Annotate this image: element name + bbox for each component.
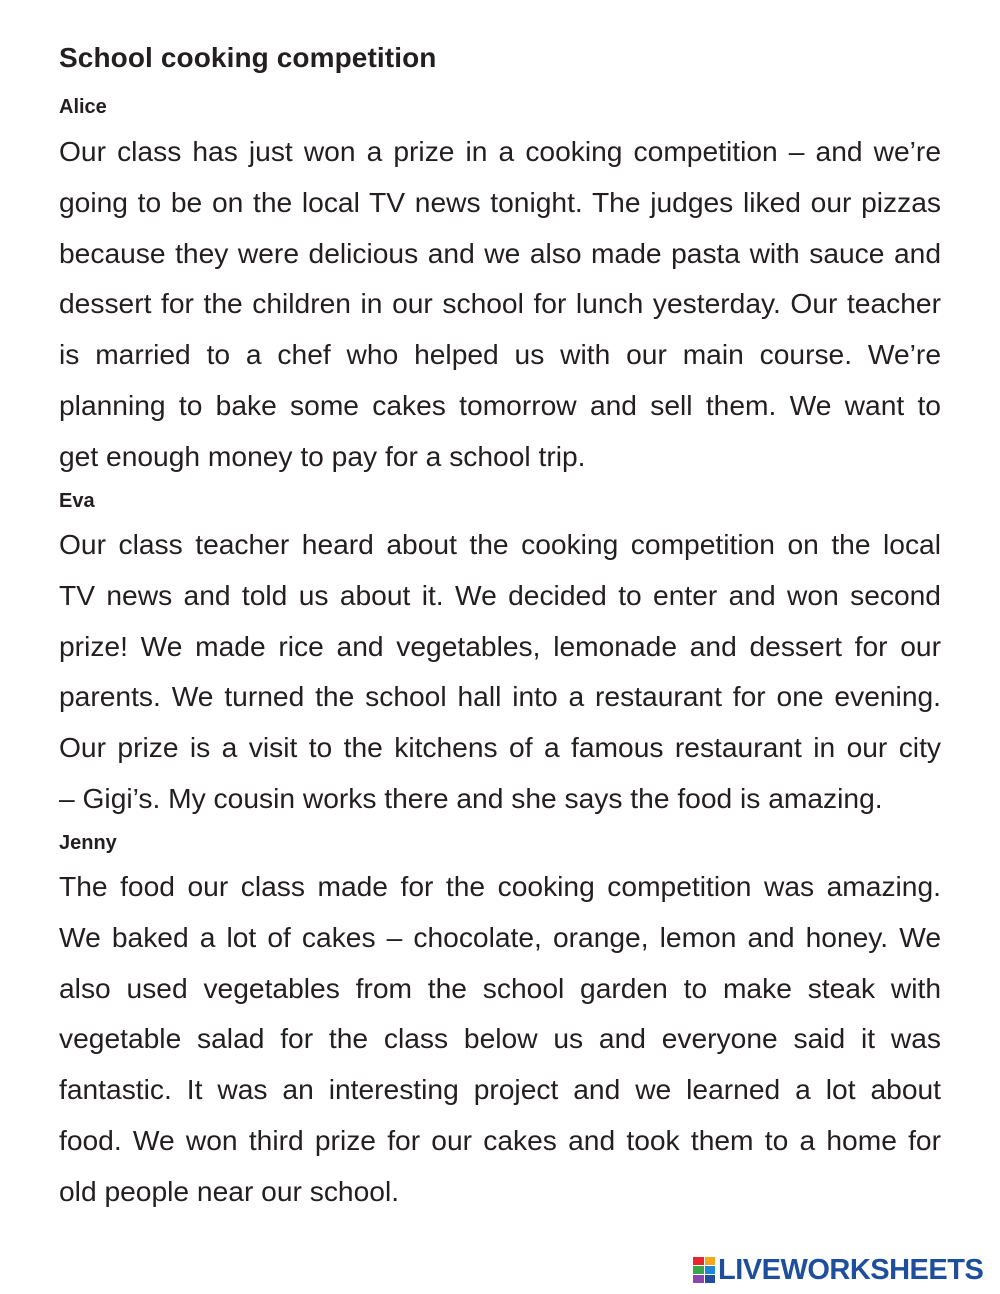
liveworksheets-logo: [693, 1255, 983, 1285]
logo-text: LIVEWORKSHEETS: [718, 1253, 984, 1286]
text-line: also used vegetables from the school garden to make steak with: [59, 971, 941, 1004]
logo-cell: [693, 1275, 704, 1283]
text-line: fantastic. It was an interesting project and we learned a lot about: [59, 1073, 941, 1106]
text-line: – Gigi’s. My cousin works there and she says the food is amazing.: [59, 781, 883, 814]
section-name-jenny: Jenny: [59, 832, 117, 854]
text-line: old people near our school.: [59, 1174, 400, 1207]
logo-cell: [693, 1266, 704, 1274]
section-text-alice: [59, 126, 941, 482]
section-text-jenny: [59, 861, 941, 1217]
text-line: because they were delicious and we also made pasta with sauce and: [59, 236, 941, 269]
text-line: Our class has just won a prize in a cooking competition – and we’re: [59, 135, 941, 167]
text-line: going to be on the local TV news tonight. The judges liked our pizzas: [59, 185, 941, 218]
section-name-eva: Eva: [59, 490, 95, 512]
text-line: is married to a chef who helped us with our main course. We’re: [59, 338, 941, 371]
page-title: School cooking competition: [59, 42, 437, 73]
text-line: dessert for the children in our school for lunch yesterday. Our teacher: [59, 287, 941, 320]
text-line: The food our class made for the cooking competition was amazing.: [59, 870, 941, 902]
logo-grid-icon: [693, 1257, 715, 1283]
text-line: parents. We turned the school hall into a restaurant for one evening.: [59, 680, 941, 713]
logo-cell: [705, 1275, 716, 1283]
text-line: TV news and told us about it. We decided to enter and won second: [59, 578, 941, 611]
text-line: food. We won third prize for our cakes and took them to a home for: [59, 1123, 941, 1156]
text-line: get enough money to pay for a school trip.: [59, 439, 586, 472]
text-line: vegetable salad for the class below us and everyone said it was: [59, 1022, 941, 1055]
logo-cell: [705, 1266, 716, 1274]
text-line: prize! We made rice and vegetables, lemonade and dessert for our: [59, 629, 941, 662]
section-name-alice: Alice: [59, 96, 107, 118]
text-line: Our prize is a visit to the kitchens of a famous restaurant in our city: [59, 731, 941, 764]
logo-cell: [705, 1257, 716, 1265]
text-line: Our class teacher heard about the cooking competition on the local: [59, 528, 941, 560]
text-line: We baked a lot of cakes – chocolate, orange, lemon and honey. We: [59, 920, 941, 953]
logo-cell: [693, 1257, 704, 1265]
text-line: planning to bake some cakes tomorrow and sell them. We want to: [59, 388, 941, 421]
section-text-eva: [59, 519, 941, 824]
